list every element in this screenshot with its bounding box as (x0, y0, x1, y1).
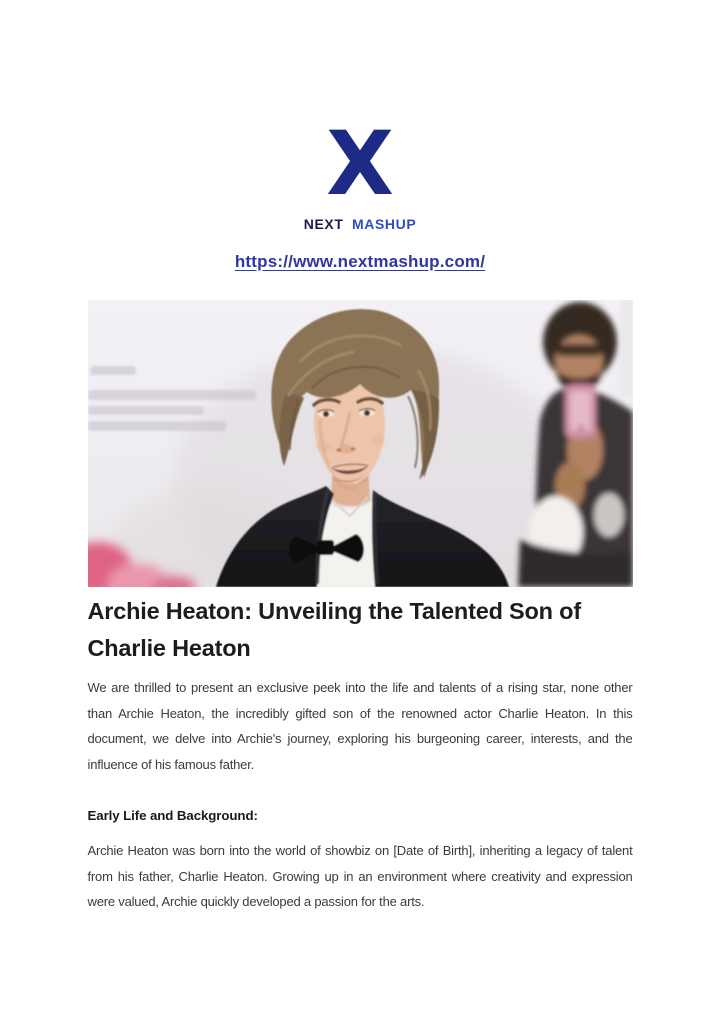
red-carpet-photo-illustration (88, 300, 633, 587)
article-content (88, 300, 633, 915)
website-link-row (0, 252, 720, 272)
website-link[interactable]: https://www.nextmashup.com/ (234, 252, 486, 271)
brand-word-next: NEXT (303, 216, 344, 232)
brand-wordmark (0, 216, 720, 232)
section-paragraph: Archie Heaton was born into the world of showbiz on [Date of Birth], inheriting a legacy of talent from his father, Charlie Heaton. Growing up in an environment where creativity and expression were valued, Archie quickly developed a passion for the arts. (87, 843, 633, 909)
article-title: Archie Heaton: Unveiling the Talented Son of Charlie Heaton (87, 598, 581, 661)
section-heading: Early Life and Background: (87, 808, 258, 823)
brand-logo-x: X (326, 112, 394, 215)
article-intro-paragraph: We are thrilled to present an exclusive peek into the life and talents of a rising star, none other than Archie Heaton, the incredibly gifted son of the renowned actor Charlie Heaton. In this document, we delve into Archie's journey, exploring his burgeoning career, interests, and the influence of his famous father. (87, 680, 633, 772)
brand-word-mashup: MASHUP (351, 216, 417, 232)
article-photo (88, 300, 633, 587)
site-header (0, 112, 720, 272)
